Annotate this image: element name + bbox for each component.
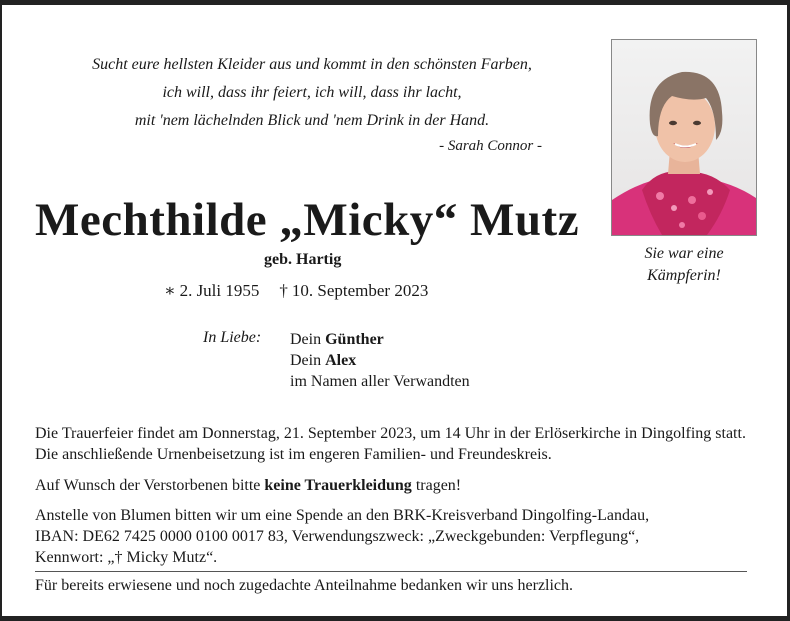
donation-line-2: IBAN: DE62 7425 0000 0100 0017 83, Verwendungszweck: „Zweckgebunden: Verpflegung“, (35, 528, 640, 545)
thanks-notice: Für bereits erwiesene und noch zugedachte Anteilnahme bedanken wir uns herzlich. (35, 577, 574, 594)
mourner-1-name: Günther (325, 331, 384, 348)
quote-line-2: ich will, dass ihr feiert, ich will, dass ihr lacht, (162, 84, 462, 101)
quote-line-3: mit 'nem lächelnden Blick und 'nem Drink in der Hand. (134, 112, 490, 129)
photo-caption (614, 243, 754, 287)
dress-suffix: tragen! (415, 477, 462, 494)
quote-line-1: Sucht eure hellsten Kleider aus und kommt in den schönsten Farben, (92, 56, 532, 73)
life-dates (164, 281, 428, 301)
birth-date: 2. Juli 1955 (179, 281, 260, 300)
donation-line-1: Anstelle von Blumen bitten wir um eine Spende an den BRK-Kreisverband Dingolfing-Landau, (35, 507, 650, 524)
donation-notice (35, 505, 755, 568)
mourner-3: im Namen aller Verwandten (290, 373, 470, 390)
mourners-list (290, 329, 470, 392)
quote-author: - Sarah Connor - (439, 138, 542, 154)
donation-line-3: Kennwort: „† Micky Mutz“. (35, 549, 218, 566)
death-date: 10. September 2023 (291, 281, 429, 300)
photo-caption-line-2: Kämpferin! (647, 267, 721, 284)
mourner-2-name: Alex (325, 352, 357, 369)
deceased-name: Mechthilde „Micky“ Mutz (35, 194, 580, 246)
portrait-image (612, 40, 756, 235)
dress-notice (35, 475, 755, 496)
funeral-notice: Die Trauerfeier findet am Donnerstag, 21. September 2023, um 14 Uhr in der Erlöserkirche in Dingolfing statt. Die anschließende Urnenbeisetzung ist im engeren Familien- und Freundeskreis. (35, 425, 746, 463)
divider (35, 571, 747, 572)
birth-name: geb. Hartig (264, 251, 342, 268)
mourners-label: In Liebe: (203, 329, 262, 346)
birth-star-icon: ∗ (164, 281, 176, 300)
dress-prefix: Auf Wunsch der Verstorbenen bitte (35, 477, 261, 494)
mourner-1-prefix: Dein (290, 331, 322, 348)
mourner-2 (290, 350, 470, 371)
photo-caption-line-1: Sie war eine (644, 245, 724, 262)
death-cross-icon: † (279, 281, 288, 300)
mourner-2-prefix: Dein (290, 352, 322, 369)
portrait-photo (611, 39, 757, 236)
mourner-1 (290, 329, 470, 350)
dress-bold: keine Trauerkleidung (264, 477, 412, 494)
quote (62, 51, 562, 135)
